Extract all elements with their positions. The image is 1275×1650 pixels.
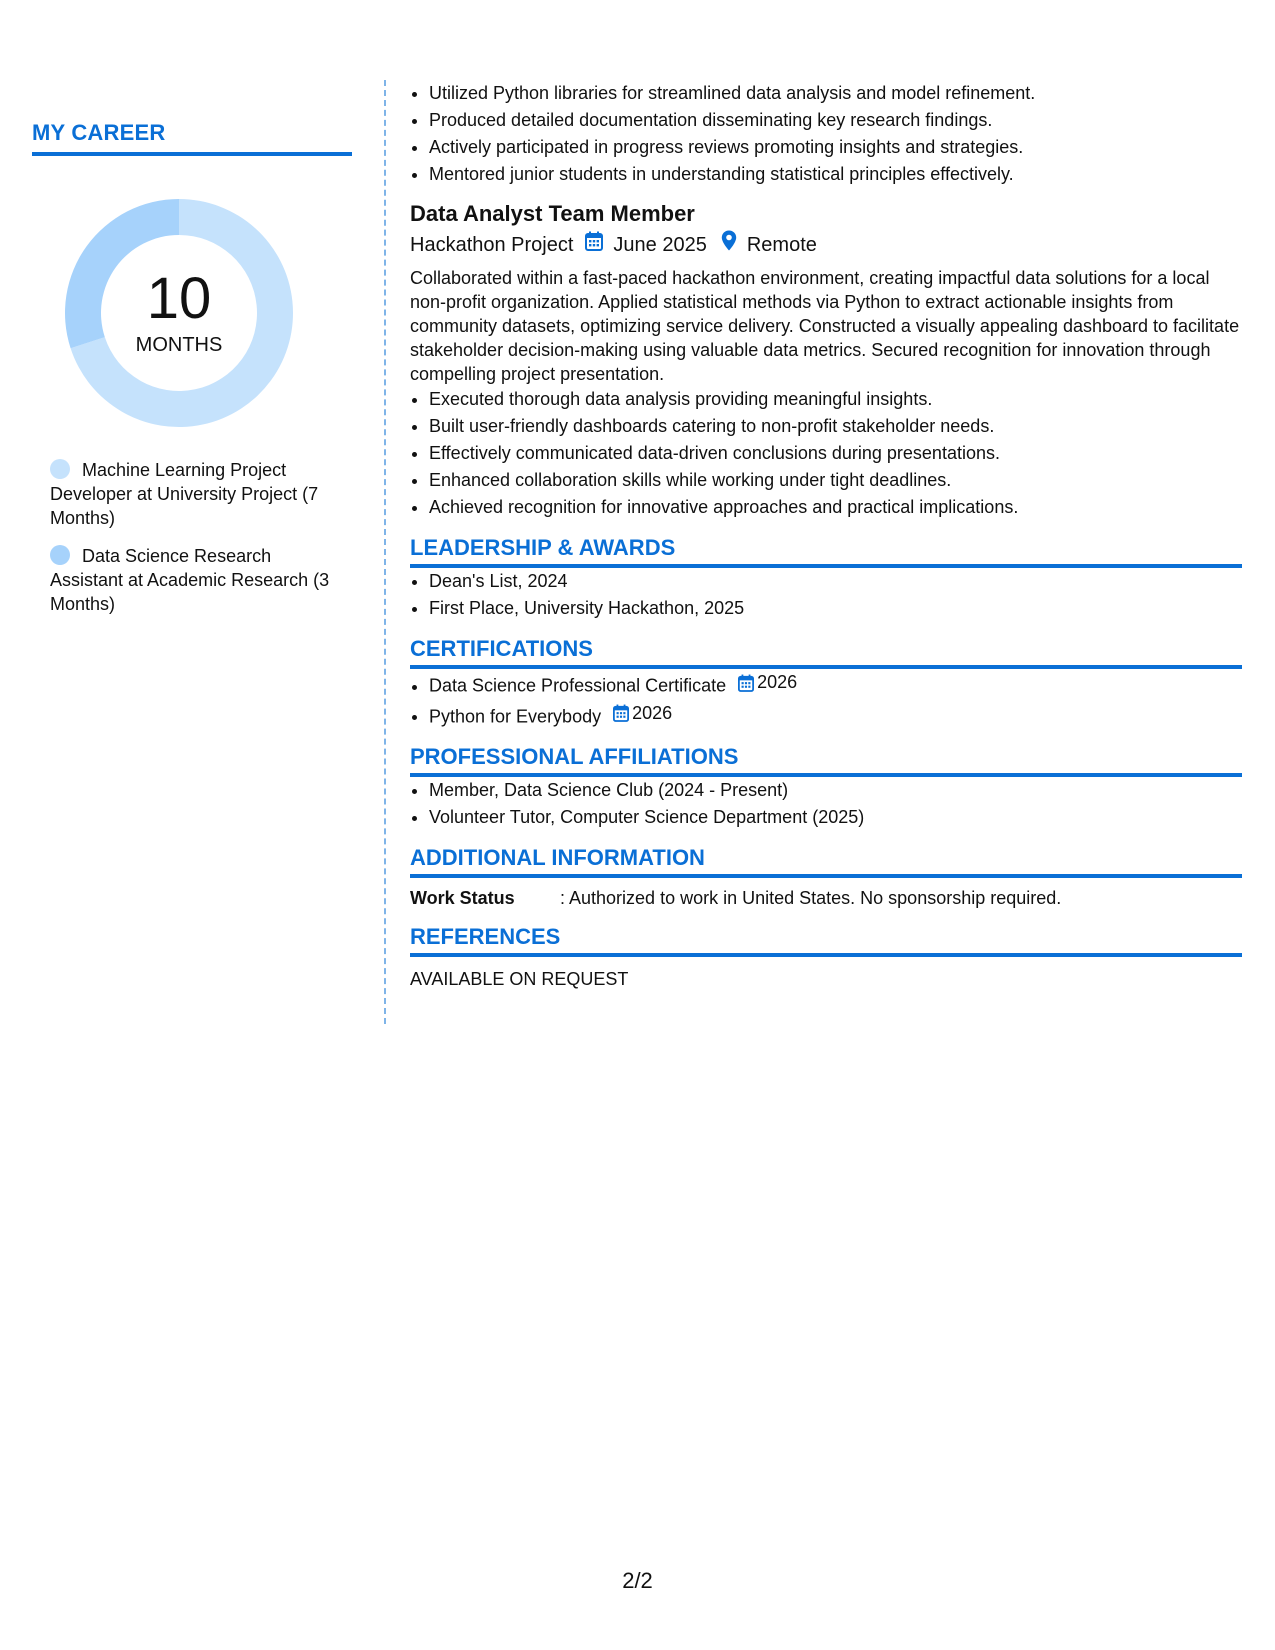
leadership-section-title: LEADERSHIP & AWARDS (410, 535, 1242, 568)
list-item: • Achieved recognition for innovative approaches and practical implications. (429, 494, 1242, 521)
calendar-icon (585, 230, 603, 260)
certification-year (613, 700, 672, 727)
job-title: Data Analyst Team Member (410, 201, 695, 226)
list-item: • Built user-friendly dashboards catering to non-profit stakeholder needs. (429, 413, 1242, 440)
certification-year-text: 2026 (632, 702, 673, 723)
references-text: AVAILABLE ON REQUEST (410, 969, 629, 989)
leadership-list (410, 568, 1242, 622)
career-legend (50, 458, 340, 616)
legend-dot-icon (50, 459, 70, 479)
legend-item (50, 544, 340, 616)
legend-dot-icon (50, 545, 70, 565)
list-item: • First Place, University Hackathon, 2025 (429, 595, 1242, 622)
affiliations-list (410, 777, 1242, 831)
certification-year (738, 669, 797, 696)
list-item: • Utilized Python libraries for streamlined data analysis and model refinement. (429, 80, 1242, 107)
list-item: • Volunteer Tutor, Computer Science Department (2025) (429, 804, 1242, 831)
map-pin-icon (721, 230, 737, 260)
list-item: • Executed thorough data analysis providing meaningful insights. (429, 386, 1242, 413)
affiliations-section-title: PROFESSIONAL AFFILIATIONS (410, 744, 1242, 777)
donut-total-unit: MONTHS (135, 334, 223, 356)
work-status-label: Work Status (410, 888, 515, 908)
list-item: • Enhanced collaboration skills while working under tight deadlines. (429, 467, 1242, 494)
main-content (410, 80, 1242, 991)
list-item (429, 669, 1242, 700)
list-item: • Dean's List, 2024 (429, 568, 1242, 595)
certification-name: Python for Everybody (429, 706, 602, 726)
job-date: June 2025 (613, 234, 707, 256)
column-divider (384, 80, 386, 1024)
legend-text: Data Science Research Assistant at Academic Research (3 Months) (50, 546, 330, 614)
list-item: • Actively participated in progress reviews promoting insights and strategies. (429, 134, 1242, 161)
certification-year-text: 2026 (757, 672, 798, 692)
references-section-title: REFERENCES (410, 924, 1242, 957)
certifications-list (410, 669, 1242, 730)
certification-name: Data Science Professional Certificate (429, 675, 727, 696)
page-number: 2/2 (622, 1568, 653, 1593)
calendar-icon (613, 704, 629, 722)
legend-text: Machine Learning Project Developer at University Project (7 Months) (50, 460, 319, 528)
career-donut-chart (64, 198, 294, 428)
job-meta (410, 230, 1242, 260)
list-item: • Effectively communicated data-driven conclusions during presentations. (429, 440, 1242, 467)
certifications-section-title: CERTIFICATIONS (410, 636, 1242, 669)
calendar-icon (738, 674, 754, 692)
job-location: Remote (746, 234, 817, 256)
donut-total-value: 10 (146, 266, 212, 331)
previous-role-bullets (410, 80, 1242, 188)
legend-item (50, 458, 340, 530)
job-organization: Hackathon Project (410, 234, 574, 256)
donut-center (64, 198, 294, 428)
list-item: • Produced detailed documentation disseminating key research findings. (429, 107, 1242, 134)
work-status-value: : Authorized to work in United States. No sponsorship required. (560, 888, 1062, 908)
list-item: • Member, Data Science Club (2024 - Present) (429, 777, 1242, 804)
career-sidebar (32, 120, 352, 630)
career-section-title: MY CAREER (32, 120, 352, 156)
work-status-row (410, 886, 1242, 910)
list-item (429, 700, 1242, 731)
job-bullets (410, 386, 1242, 521)
list-item: • Mentored junior students in understanding statistical principles effectively. (429, 161, 1242, 188)
job-description: Collaborated within a fast-paced hackathon environment, creating impactful data solutions for a local non-profit organization. Applied statistical methods via Python to extract actionable insights from community datasets, optimizing service delivery. Constructed a visually appealing dashboard to facilitate stakeholder decision-making using valuable data metrics. Secured recognition for innovation through compelling project presentation. (410, 268, 1240, 384)
additional-info-section-title: ADDITIONAL INFORMATION (410, 845, 1242, 878)
